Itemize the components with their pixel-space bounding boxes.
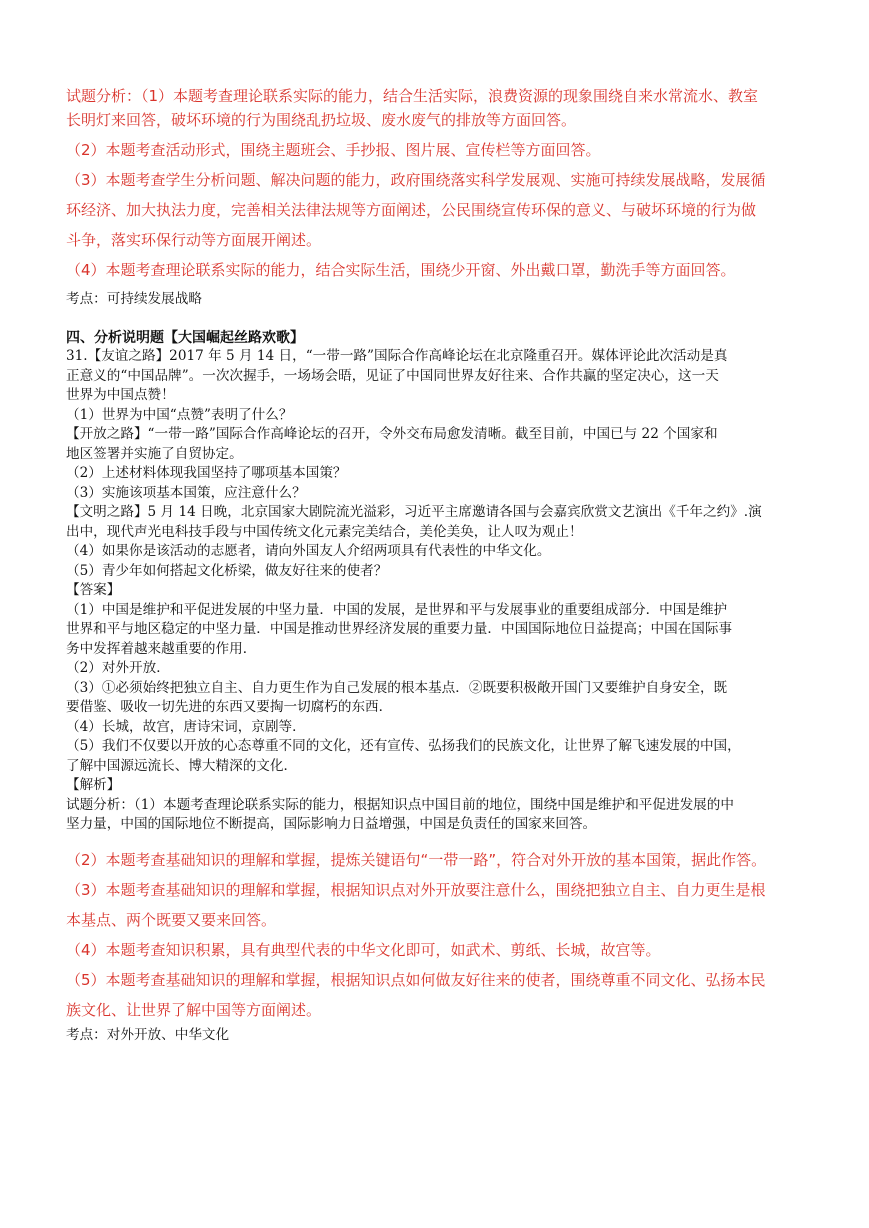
answer-line: （2）对外开放． <box>66 660 170 676</box>
section-title: 四、分析说明题【大国崛起丝路欢歌】 <box>66 330 304 346</box>
answer-line: 务中发挥着越来越重要的作用． <box>66 640 257 657</box>
question-line: （5）青少年如何搭起文化桥梁，做友好往来的使者？ <box>66 562 388 579</box>
answer-line: 要借鉴、吸收一切先进的东西又要掏一切腐朽的东西． <box>66 699 393 715</box>
kaodian-1: 考点：可持续发展战略 <box>66 291 202 307</box>
analysis-line: 族文化、让世界了解中国等方面阐述。 <box>66 1001 322 1019</box>
question-line: 地区签署并实施了自贸协定。 <box>66 445 243 462</box>
analysis-line: （4）本题考查知识积累，具有典型代表的中华文化即可，如武术、剪纸、长城，故宫等。 <box>66 941 661 959</box>
analysis-line: 长明灯来回答，破坏环境的行为围绕乱扔垃圾、废水废气的排放等方面回答。 <box>66 111 577 129</box>
analysis-line: 本基点、两个既要又要来回答。 <box>66 911 277 929</box>
answer-line: 了解中国源远流长、博大精深的文化． <box>66 757 298 774</box>
answer-line: （1）中国是维护和平促进发展的中坚力量．中国的发展，是世界和平与发展事业的重要组成部分．中国是维护 <box>66 601 728 618</box>
question-block <box>66 347 811 835</box>
question-line: 【开放之路】“一带一路”国际合作高峰论坛的召开，令外交布局愈发清晰。截至目前，中国已与 22 个国家和 <box>66 426 718 442</box>
question-line: （1）世界为中国“点赞”表明了什么？ <box>66 406 293 423</box>
answer-heading: 【答案】 <box>66 582 121 598</box>
analysis-line: 环经济、加大执法力度，完善相关法律法规等方面阐述，公民围绕宣传环保的意义、与破坏环境的行为做 <box>66 201 757 219</box>
analysis-line: （3）本题考查基础知识的理解和掌握，根据知识点对外开放要注意什么，围绕把独立自主、自力更生是根 <box>66 881 766 899</box>
question-line: 正意义的“中国品牌”。一次次握手，一场场会晤，见证了中国同世界友好往来、合作共赢的坚定决心，这一天 <box>66 367 719 384</box>
question-line: （4）如果你是该活动的志愿者，请向外国友人介绍两项具有代表性的中华文化。 <box>66 543 551 559</box>
analysis-block-2 <box>66 848 811 1022</box>
answer-line: （5）我们不仅要以开放的心态尊重不同的文化，还有宣传、弘扬我们的民族文化，让世界了解飞速发展的中国， <box>66 738 741 754</box>
analysis-block-1 <box>66 84 806 282</box>
analysis-line: 坚力量，中国的国际地位不断提高，国际影响力日益增强，中国是负责任的国家来回答。 <box>66 816 597 832</box>
analysis-line: （3）本题考查学生分析问题、解决问题的能力，政府围绕落实科学发展观、实施可持续发展战略，发展循 <box>66 171 766 189</box>
analysis-line: 试题分析：（1）本题考查理论联系实际的能力，结合生活实际，浪费资源的现象围绕自来水常流水、教室 <box>66 87 759 105</box>
question-line: 31.【友谊之路】2017 年 5 月 14 日，“一带一路”国际合作高峰论坛在北京隆重召开。媒体评论此次活动是真 <box>66 348 728 364</box>
kaodian-2: 考点：对外开放、中华文化 <box>66 1027 230 1043</box>
question-line: （3）实施该项基本国策，应注意什么？ <box>66 484 306 501</box>
analysis-line: 试题分析：（1）本题考查理论联系实际的能力，根据知识点中国目前的地位，围绕中国是维护和平促进发展的中 <box>66 796 734 813</box>
analysis-line: （4）本题考查理论联系实际的能力，结合实际生活，围绕少开窗、外出戴口罩，勤洗手等方面回答。 <box>66 261 736 279</box>
answer-line: （4）长城，故宫，唐诗宋词，京剧等． <box>66 718 306 735</box>
question-line: 【文明之路】5 月 14 日晚，北京国家大剧院流光溢彩，习近平主席邀请各国与会嘉宾欣赏文艺演出《千年之约》.演 <box>66 504 762 520</box>
analysis-line: （2）本题考查基础知识的理解和掌握，提炼关键语句“一带一路”，符合对外开放的基本国策，据此作答。 <box>66 851 767 869</box>
question-line: （2）上述材料体现我国坚持了哪项基本国策？ <box>66 465 347 481</box>
question-line: 世界为中国点赞！ <box>66 387 175 403</box>
analysis-line: （2）本题考查活动形式，围绕主题班会、手抄报、图片展、宣传栏等方面回答。 <box>66 141 601 159</box>
answer-line: （3）①必须始终把独立自主、自力更生作为自己发展的根本基点．②既要积极敞开国门又要维护自身安全，既 <box>66 679 728 696</box>
analysis-line: 斗争，落实环保行动等方面展开阐述。 <box>66 231 322 249</box>
analysis-heading: 【解析】 <box>66 777 121 793</box>
analysis-line: （5）本题考查基础知识的理解和掌握，根据知识点如何做友好往来的使者，围绕尊重不同文化、弘扬本民 <box>66 971 766 989</box>
answer-line: 世界和平与地区稳定的中坚力量．中国是推动世界经济发展的重要力量．中国国际地位日益提高；中国在国际事 <box>66 621 733 637</box>
question-line: 出中，现代声光电科技手段与中国传统文化元素完美结合，美伦美奂，让人叹为观止！ <box>66 523 583 540</box>
